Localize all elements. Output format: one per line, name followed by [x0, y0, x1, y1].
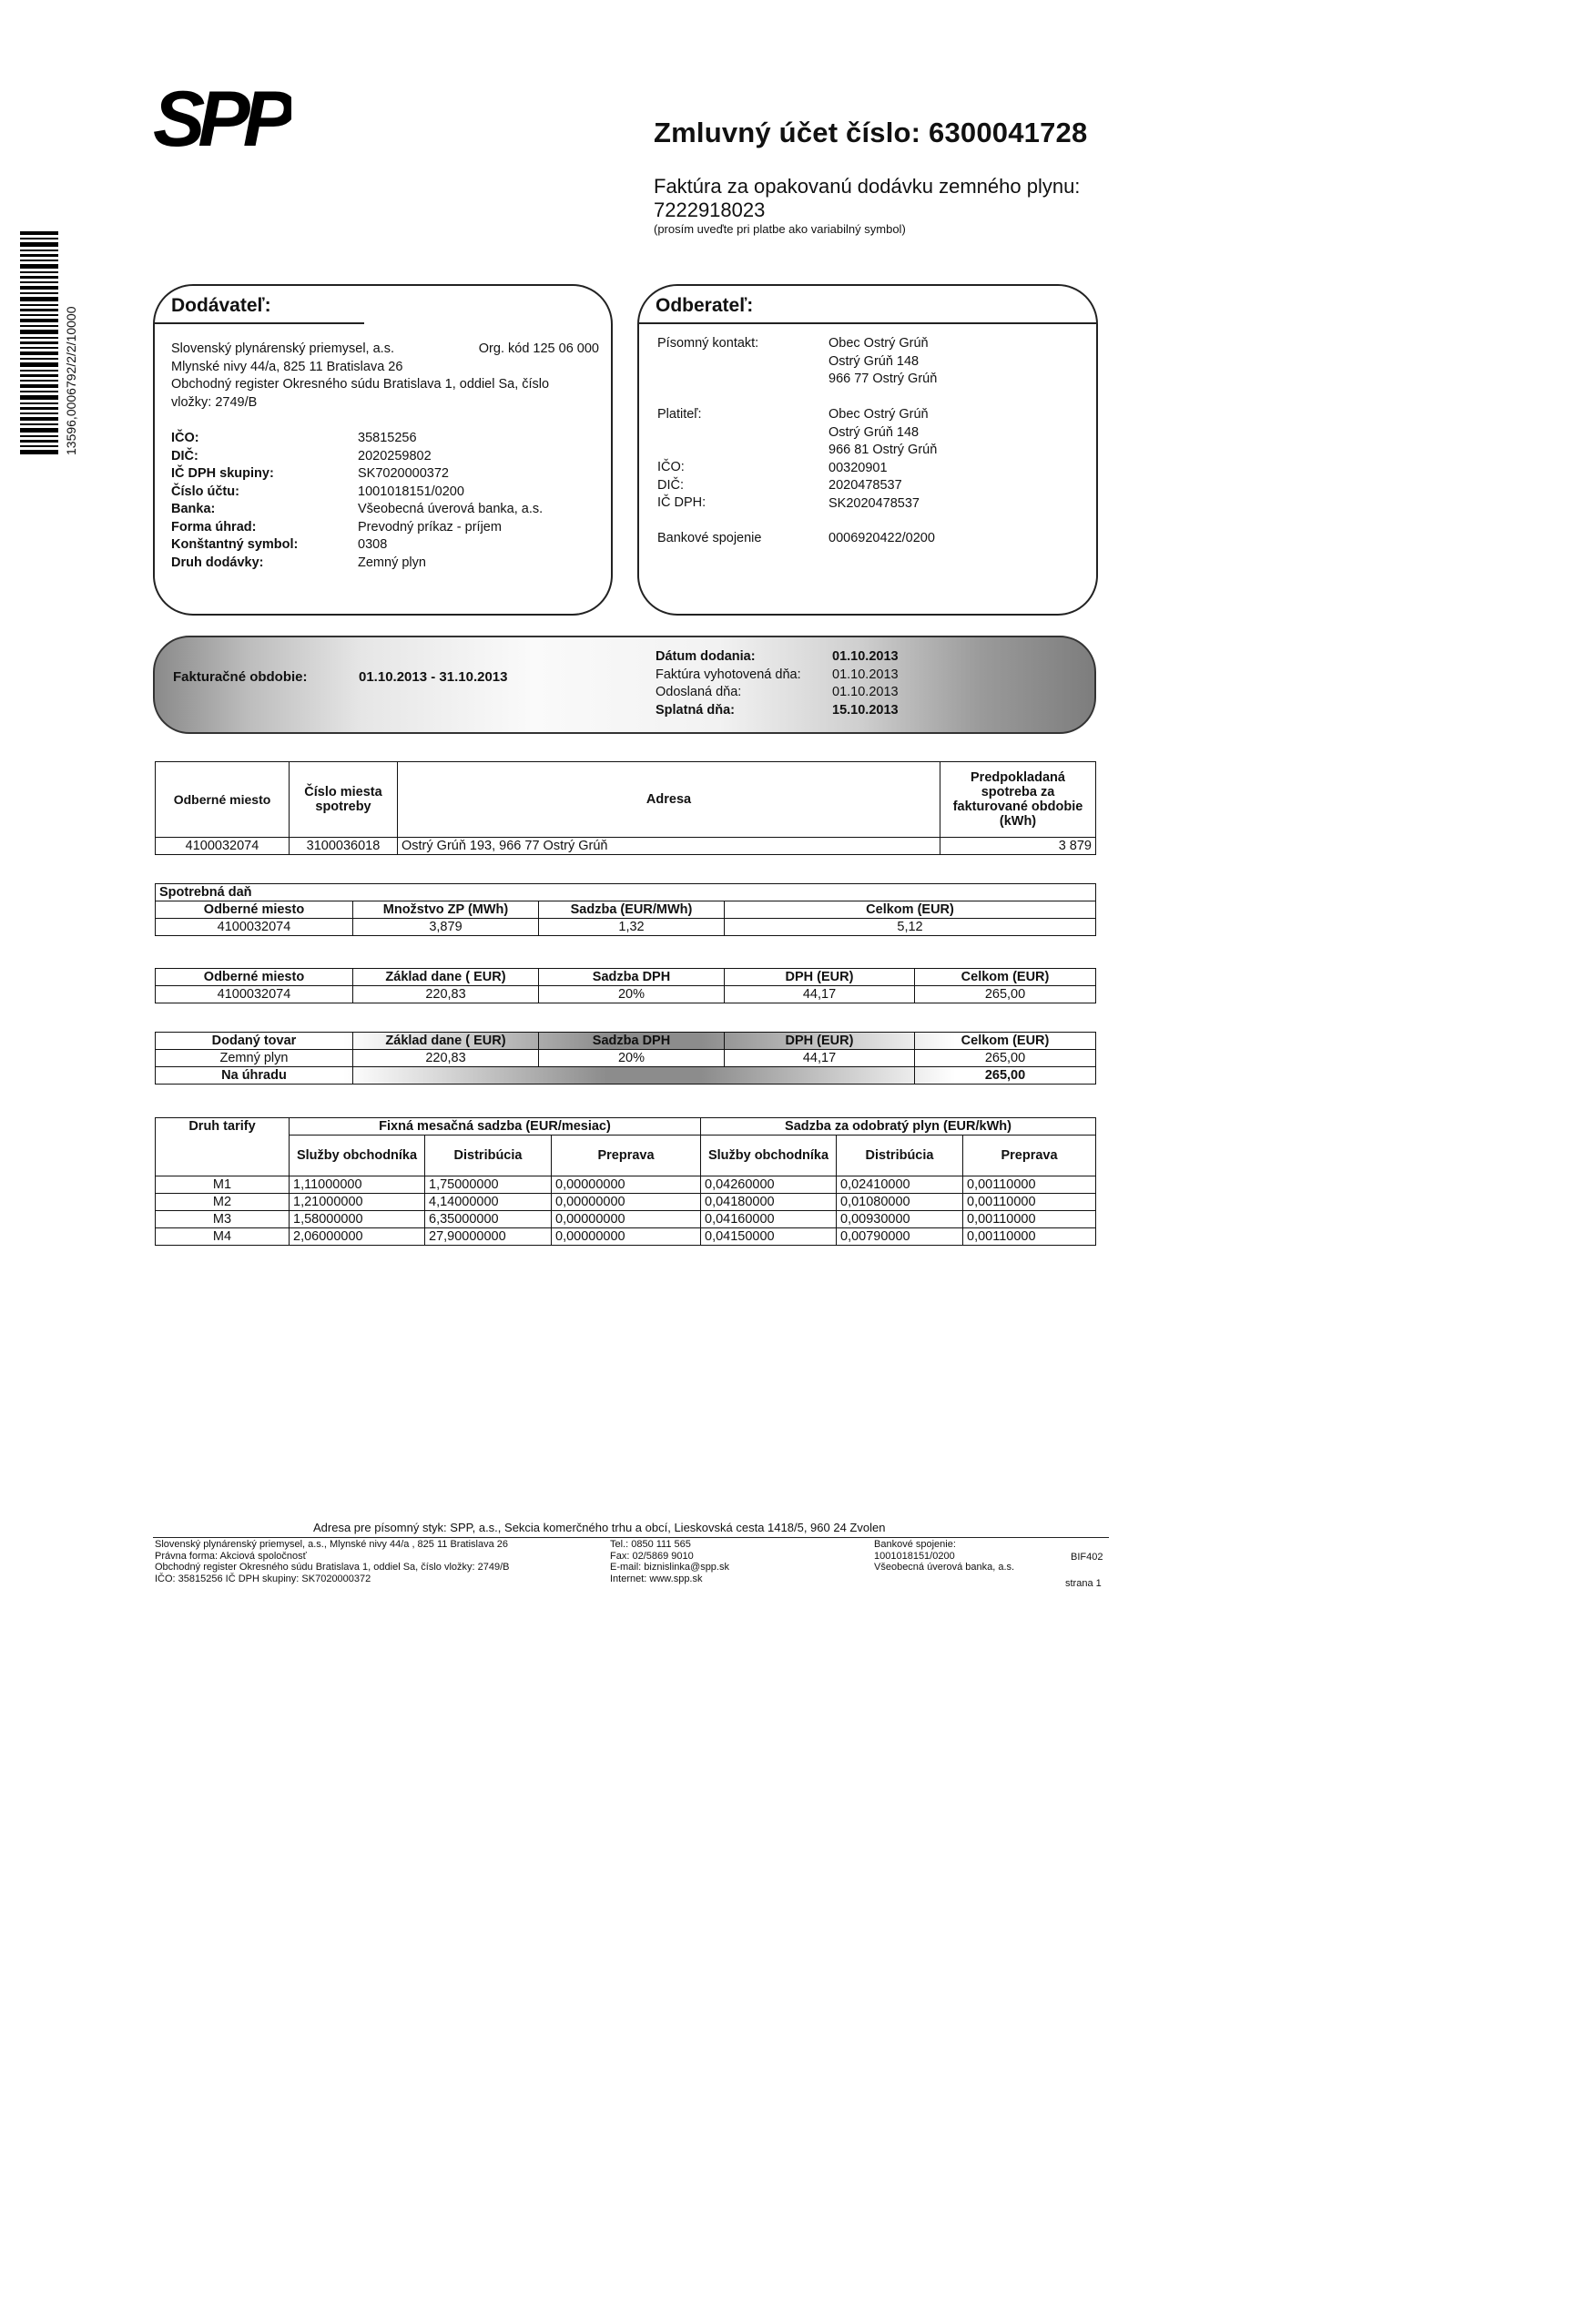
customer-icdph: SK2020478537	[828, 495, 920, 511]
supplier-name: Slovenský plynárenský priemysel, a.s.	[171, 341, 394, 356]
spp-logo	[153, 80, 291, 155]
dates-values	[832, 648, 899, 719]
table-row	[156, 838, 1096, 855]
supplier-identity	[171, 341, 599, 412]
goods-header-row	[156, 1033, 1096, 1050]
col-estimated-consumption: Predpokladaná spotreba za fakturované obdobie (kWh)	[940, 762, 1096, 838]
footer-bank-name: Všeobecná úverová banka, a.s.	[874, 1562, 1015, 1573]
excise-col-delivery-point: Odberné miesto	[156, 901, 353, 919]
tariff-cell: 0,01080000	[837, 1194, 963, 1211]
supplier-title: Dodávateľ:	[171, 295, 271, 316]
vat-col-vat: DPH (EUR)	[725, 969, 915, 986]
customer-panel	[637, 284, 1098, 616]
footer-company-info	[155, 1539, 510, 1584]
excise-rate: 1,32	[539, 919, 725, 936]
amount-due-label: Na úhradu	[156, 1067, 353, 1085]
excise-col-rate: Sadzba (EUR/MWh)	[539, 901, 725, 919]
tariff-cell: 0,04150000	[701, 1228, 837, 1246]
tariff-col-fixed-services: Služby obchodníka	[290, 1136, 425, 1176]
table-row	[156, 1211, 1096, 1228]
table-row	[156, 986, 1096, 1003]
tariff-col-fixed-transport: Preprava	[552, 1136, 701, 1176]
cell-consumption-kwh: 3 879	[940, 838, 1096, 855]
customer-contact-label: Písomný kontakt:	[657, 336, 759, 351]
supplier-ico: 35815256	[358, 431, 417, 445]
supplier-icdph-label: IČ DPH skupiny:	[171, 466, 274, 481]
supplier-payment-form: Prevodný príkaz - príjem	[358, 519, 502, 535]
tariff-cell: 1,58000000	[290, 1211, 425, 1228]
customer-ico: 00320901	[828, 460, 888, 475]
customer-payer-name: Obec Ostrý Grúň	[828, 407, 929, 422]
vat-delivery-point: 4100032074	[156, 986, 353, 1003]
footer-contacts	[610, 1539, 729, 1584]
issued-date: 01.10.2013	[832, 667, 899, 682]
customer-title: Odberateľ:	[656, 295, 754, 316]
supplier-constant-symbol-label: Konštantný symbol:	[171, 537, 299, 552]
customer-icdph-label: IČ DPH:	[657, 495, 707, 510]
excise-col-quantity: Množstvo ZP (MWh)	[353, 901, 539, 919]
customer-contact-name: Obec Ostrý Grúň	[828, 336, 929, 351]
goods-vat: 44,17	[725, 1050, 915, 1067]
cell-delivery-point: 4100032074	[156, 838, 290, 855]
billing-period: 01.10.2013 - 31.10.2013	[359, 669, 508, 685]
footer-website: Internet: www.spp.sk	[610, 1573, 703, 1584]
vat-col-base: Základ dane ( EUR)	[353, 969, 539, 986]
tariff-cell: 0,00790000	[837, 1228, 963, 1246]
customer-dic: 2020478537	[828, 478, 902, 493]
invoice-subtitle	[654, 175, 1080, 222]
col-consumption-point: Číslo miesta spotreby	[290, 762, 398, 838]
table-row	[156, 1194, 1096, 1211]
supplier-account: 1001018151/0200	[358, 484, 464, 499]
customer-contact	[828, 335, 937, 389]
tariff-cell: 0,04180000	[701, 1194, 837, 1211]
due-date-label: Splatná dňa:	[656, 702, 736, 718]
tariff-cell: 0,04160000	[701, 1211, 837, 1228]
delivery-date: 01.10.2013	[832, 649, 899, 664]
table-row	[156, 1050, 1096, 1067]
tariff-table	[155, 1117, 1096, 1246]
invoice-subtitle-line1: Faktúra za opakovanú dodávku zemného plynu:	[654, 175, 1081, 198]
supplier-constant-symbol: 0308	[358, 537, 388, 552]
tariff-cell: 0,04260000	[701, 1176, 837, 1194]
tariff-cell: 2,06000000	[290, 1228, 425, 1246]
excise-total: 5,12	[725, 919, 1096, 936]
supplier-bank-label: Banka:	[171, 502, 216, 516]
customer-bank: 0006920422/0200	[828, 531, 935, 545]
goods-col-base: Základ dane ( EUR)	[353, 1033, 539, 1050]
excise-header-row	[156, 901, 1096, 919]
supplier-fields	[171, 430, 599, 572]
consumption-header-row	[156, 762, 1096, 838]
footer-bank-label: Bankové spojenie:	[874, 1539, 956, 1550]
billing-dates-band	[153, 636, 1096, 734]
excise-tax-title: Spotrebná daň	[156, 884, 1096, 901]
footer-correspondence-address: Adresa pre písomný styk: SPP, a.s., Sekcia komerčného trhu a obcí, Lieskovská cesta 1418/5, 960 24 Zvolen	[313, 1521, 886, 1534]
tariff-cell: 0,00000000	[552, 1211, 701, 1228]
delivery-date-label: Dátum dodania:	[656, 649, 756, 664]
footer-fax: Fax: 02/5869 9010	[610, 1550, 694, 1562]
tariff-name: M4	[156, 1228, 290, 1246]
tariff-cell: 0,00000000	[552, 1228, 701, 1246]
footer-company-name: Slovenský plynárenský priemysel, a.s., Mlynské nivy 44/a , 825 11 Bratislava 26	[155, 1539, 509, 1550]
footer-ids: IČO: 35815256 IČ DPH skupiny: SK7020000372	[155, 1573, 371, 1584]
footer-register: Obchodný register Okresného súdu Bratislava 1, oddiel Sa, číslo vložky: 2749/B	[155, 1562, 510, 1573]
vat-total: 265,00	[915, 986, 1096, 1003]
footer-divider	[153, 1537, 1109, 1538]
table-row	[156, 919, 1096, 936]
footer-legal-form: Právna forma: Akciová spoločnosť	[155, 1550, 307, 1562]
goods-col-vat: DPH (EUR)	[725, 1033, 915, 1050]
goods-item: Zemný plyn	[156, 1050, 353, 1067]
table-row	[156, 1176, 1096, 1194]
billing-period-label: Fakturačné obdobie:	[173, 669, 308, 685]
variable-symbol-note: (prosím uveďte pri platbe ako variabilný symbol)	[654, 222, 906, 236]
sent-date-label: Odoslaná dňa:	[656, 685, 742, 699]
customer-payer-label: Platiteľ:	[657, 407, 702, 422]
supplier-register-1: Obchodný register Okresného súdu Bratislava 1, oddiel Sa, číslo	[171, 377, 550, 392]
tariff-col-rate-distribution: Distribúcia	[837, 1136, 963, 1176]
barcode	[20, 231, 58, 457]
tariff-cell: 1,21000000	[290, 1194, 425, 1211]
logo-text: SPP	[153, 80, 289, 155]
customer-payer	[828, 406, 937, 513]
issued-date-label: Faktúra vyhotovená dňa:	[656, 667, 801, 682]
tariff-cell: 0,00110000	[963, 1194, 1096, 1211]
excise-tax-table	[155, 883, 1096, 936]
supplier-org-code: Org. kód 125 06 000	[478, 341, 599, 356]
tariff-cell: 6,35000000	[425, 1211, 552, 1228]
vat-header-row	[156, 969, 1096, 986]
tariff-sub-header-row	[156, 1136, 1096, 1176]
supplier-payment-form-label: Forma úhrad:	[171, 519, 257, 535]
supplier-ico-label: IČO:	[171, 431, 199, 445]
cell-consumption-point: 3100036018	[290, 838, 398, 855]
customer-payer-city: 966 81 Ostrý Grúň	[828, 443, 938, 457]
sent-date: 01.10.2013	[832, 685, 899, 699]
vat-rate: 20%	[539, 986, 725, 1003]
customer-id-labels	[657, 459, 706, 513]
tariff-cell: 1,11000000	[290, 1176, 425, 1194]
customer-bank-label: Bankové spojenie	[657, 531, 762, 545]
supplier-dic: 2020259802	[358, 448, 432, 463]
supplier-register-2: vložky: 2749/B	[171, 394, 258, 410]
contract-account-title: Zmluvný účet číslo: 6300041728	[654, 117, 1088, 148]
tariff-col-type: Druh tarify	[156, 1118, 290, 1176]
tariff-group-header-row	[156, 1118, 1096, 1136]
customer-dic-label: DIČ:	[657, 477, 684, 493]
tariff-cell: 0,00930000	[837, 1211, 963, 1228]
tariff-name: M1	[156, 1176, 290, 1194]
footer-bank-account: 1001018151/0200	[874, 1550, 955, 1562]
goods-col-rate: Sadzba DPH	[539, 1033, 725, 1050]
supplier-dic-label: DIČ:	[171, 448, 198, 463]
page-number: strana 1	[1065, 1578, 1102, 1589]
tariff-cell: 0,00000000	[552, 1194, 701, 1211]
vat-col-delivery-point: Odberné miesto	[156, 969, 353, 986]
tariff-cell: 0,00110000	[963, 1176, 1096, 1194]
tariff-cell: 27,90000000	[425, 1228, 552, 1246]
supplier-address: Mlynské nivy 44/a, 825 11 Bratislava 26	[171, 359, 403, 374]
table-row	[156, 1228, 1096, 1246]
goods-base: 220,83	[353, 1050, 539, 1067]
footer-phone: Tel.: 0850 111 565	[610, 1539, 691, 1550]
dates-labels	[656, 648, 801, 719]
tariff-cell: 1,75000000	[425, 1176, 552, 1194]
due-date: 15.10.2013	[832, 702, 899, 718]
customer-ico-label: IČO:	[657, 460, 685, 474]
amount-due-row	[156, 1067, 1096, 1085]
tariff-cell: 0,00110000	[963, 1211, 1096, 1228]
tariff-name: M3	[156, 1211, 290, 1228]
tariff-group-fixed: Fixná mesačná sadzba (EUR/mesiac)	[290, 1118, 701, 1136]
tariff-name: M2	[156, 1194, 290, 1211]
tariff-cell: 0,02410000	[837, 1176, 963, 1194]
excise-delivery-point: 4100032074	[156, 919, 353, 936]
tariff-cell: 0,00000000	[552, 1176, 701, 1194]
cell-address: Ostrý Grúň 193, 966 77 Ostrý Grúň	[398, 838, 940, 855]
tariff-col-rate-transport: Preprava	[963, 1136, 1096, 1176]
excise-quantity: 3,879	[353, 919, 539, 936]
vat-col-rate: Sadzba DPH	[539, 969, 725, 986]
supplier-account-label: Číslo účtu:	[171, 484, 239, 499]
supplier-icdph: SK7020000372	[358, 466, 449, 481]
vat-col-total: Celkom (EUR)	[915, 969, 1096, 986]
goods-rate: 20%	[539, 1050, 725, 1067]
tariff-cell: 4,14000000	[425, 1194, 552, 1211]
customer-contact-street: Ostrý Grúň 148	[828, 353, 920, 369]
vat-table	[155, 968, 1096, 1003]
supplier-bank: Všeobecná úverová banka, a.s.	[358, 502, 544, 516]
vat-base: 220,83	[353, 986, 539, 1003]
col-delivery-point: Odberné miesto	[156, 762, 290, 838]
consumption-table	[155, 761, 1096, 855]
goods-total: 265,00	[915, 1050, 1096, 1067]
footer-email: E-mail: biznislinka@spp.sk	[610, 1562, 729, 1573]
col-address: Adresa	[398, 762, 940, 838]
supplier-delivery-type: Zemný plyn	[358, 555, 426, 570]
tariff-cell: 0,00110000	[963, 1228, 1096, 1246]
supplier-panel	[153, 284, 613, 616]
delivered-goods-table	[155, 1032, 1096, 1085]
tariff-col-rate-services: Služby obchodníka	[701, 1136, 837, 1176]
goods-col-item: Dodaný tovar	[156, 1033, 353, 1050]
document-code: 13596,0006792/2/2/10000	[64, 306, 78, 455]
form-code: BIF402	[1071, 1552, 1103, 1563]
tariff-col-fixed-distribution: Distribúcia	[425, 1136, 552, 1176]
goods-col-total: Celkom (EUR)	[915, 1033, 1096, 1050]
tariff-group-rate: Sadzba za odobratý plyn (EUR/kWh)	[701, 1118, 1096, 1136]
footer-bank	[874, 1539, 1014, 1573]
customer-contact-city: 966 77 Ostrý Grúň	[828, 372, 938, 386]
invoice-number: 7222918023	[654, 199, 766, 221]
vat-amount: 44,17	[725, 986, 915, 1003]
supplier-delivery-type-label: Druh dodávky:	[171, 555, 264, 570]
customer-payer-street: Ostrý Grúň 148	[828, 424, 920, 440]
excise-col-total: Celkom (EUR)	[725, 901, 1096, 919]
amount-due: 265,00	[915, 1067, 1096, 1085]
